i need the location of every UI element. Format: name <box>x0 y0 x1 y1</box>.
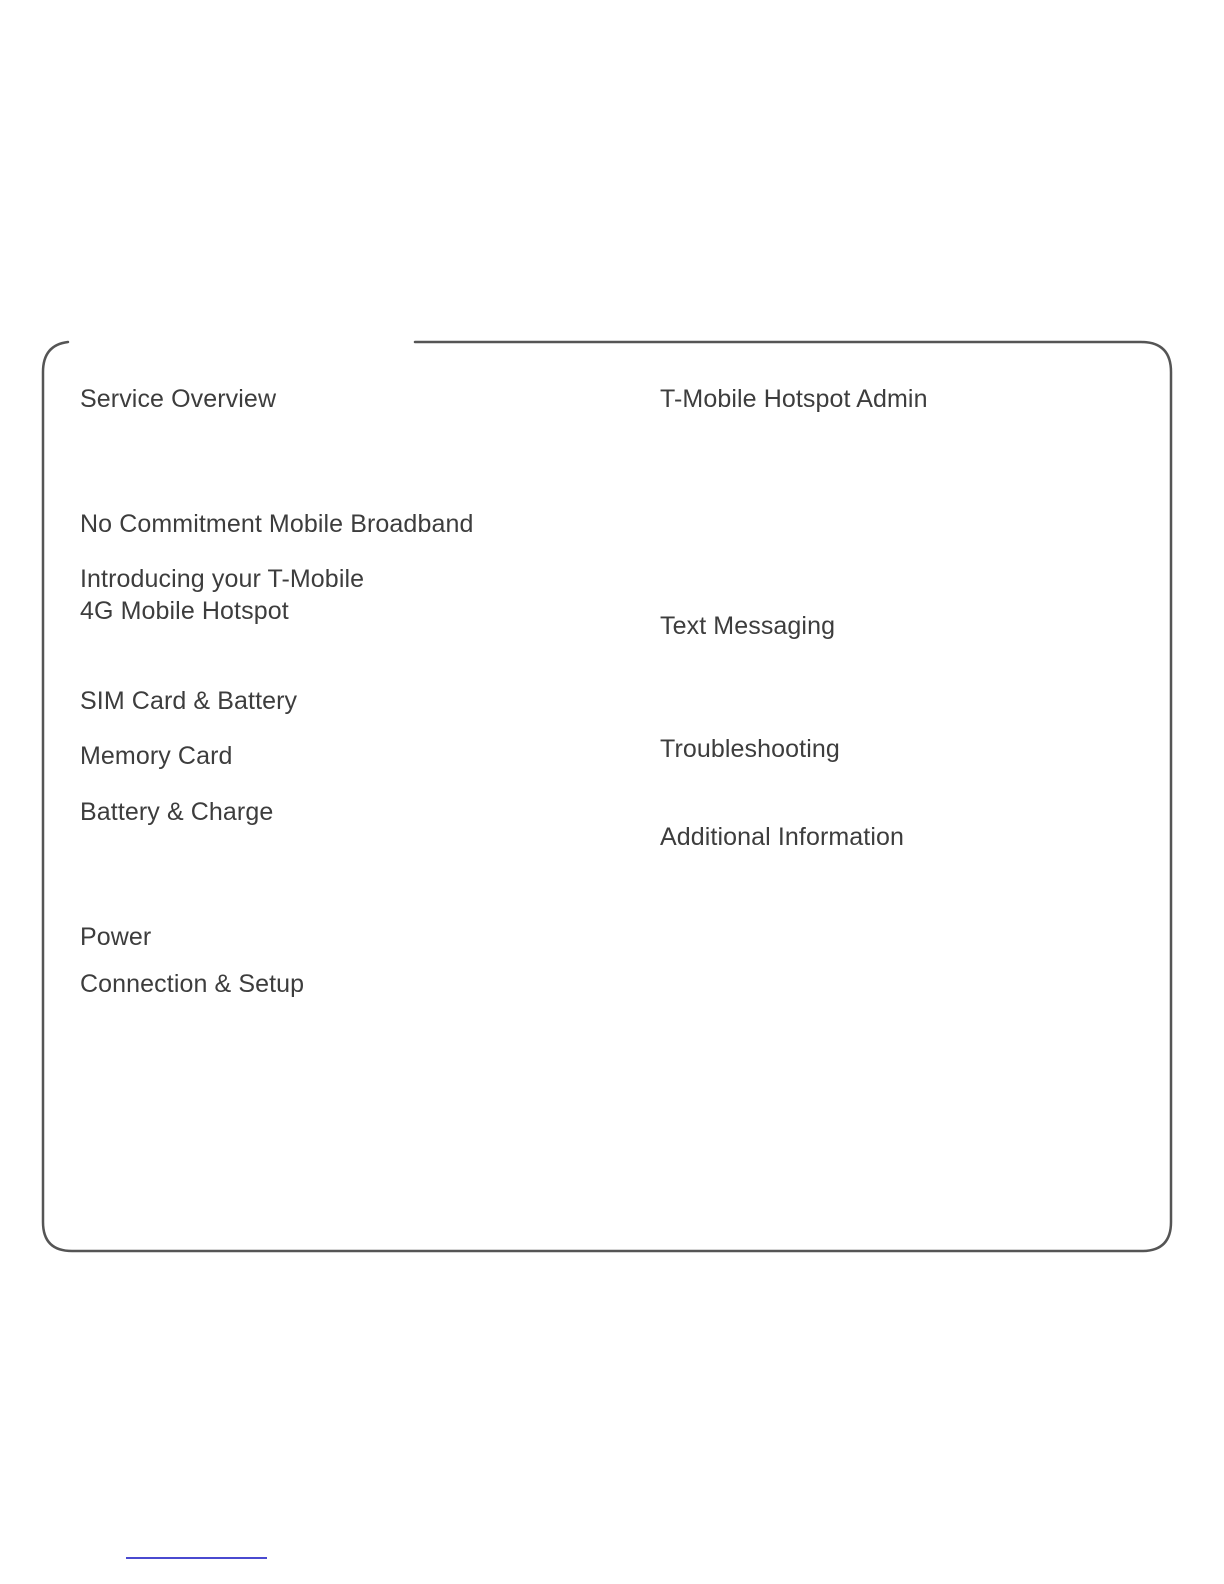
toc-entry-introducing-hotspot-line2[interactable]: 4G Mobile Hotspot <box>80 597 289 625</box>
toc-entry-introducing-hotspot-line1[interactable]: Introducing your T-Mobile <box>80 565 365 593</box>
toc-entry-hotspot-admin[interactable]: T-Mobile Hotspot Admin <box>660 385 928 413</box>
toc-entry-no-commitment-mobile-broadband[interactable]: No Commitment Mobile Broadband <box>80 510 474 538</box>
toc-entry-battery-charge[interactable]: Battery & Charge <box>80 798 274 826</box>
toc-entry-power[interactable]: Power <box>80 923 152 951</box>
toc-entry-service-overview[interactable]: Service Overview <box>80 385 277 413</box>
toc-entry-memory-card[interactable]: Memory Card <box>80 742 233 770</box>
toc-entry-connection-setup[interactable]: Connection & Setup <box>80 970 305 998</box>
toc-entry-additional-information[interactable]: Additional Information <box>660 823 905 851</box>
toc-entry-sim-card-battery[interactable]: SIM Card & Battery <box>80 687 298 715</box>
toc-entry-text-messaging[interactable]: Text Messaging <box>660 612 836 640</box>
toc-entry-troubleshooting[interactable]: Troubleshooting <box>660 735 840 763</box>
footer-rule <box>126 1557 267 1559</box>
